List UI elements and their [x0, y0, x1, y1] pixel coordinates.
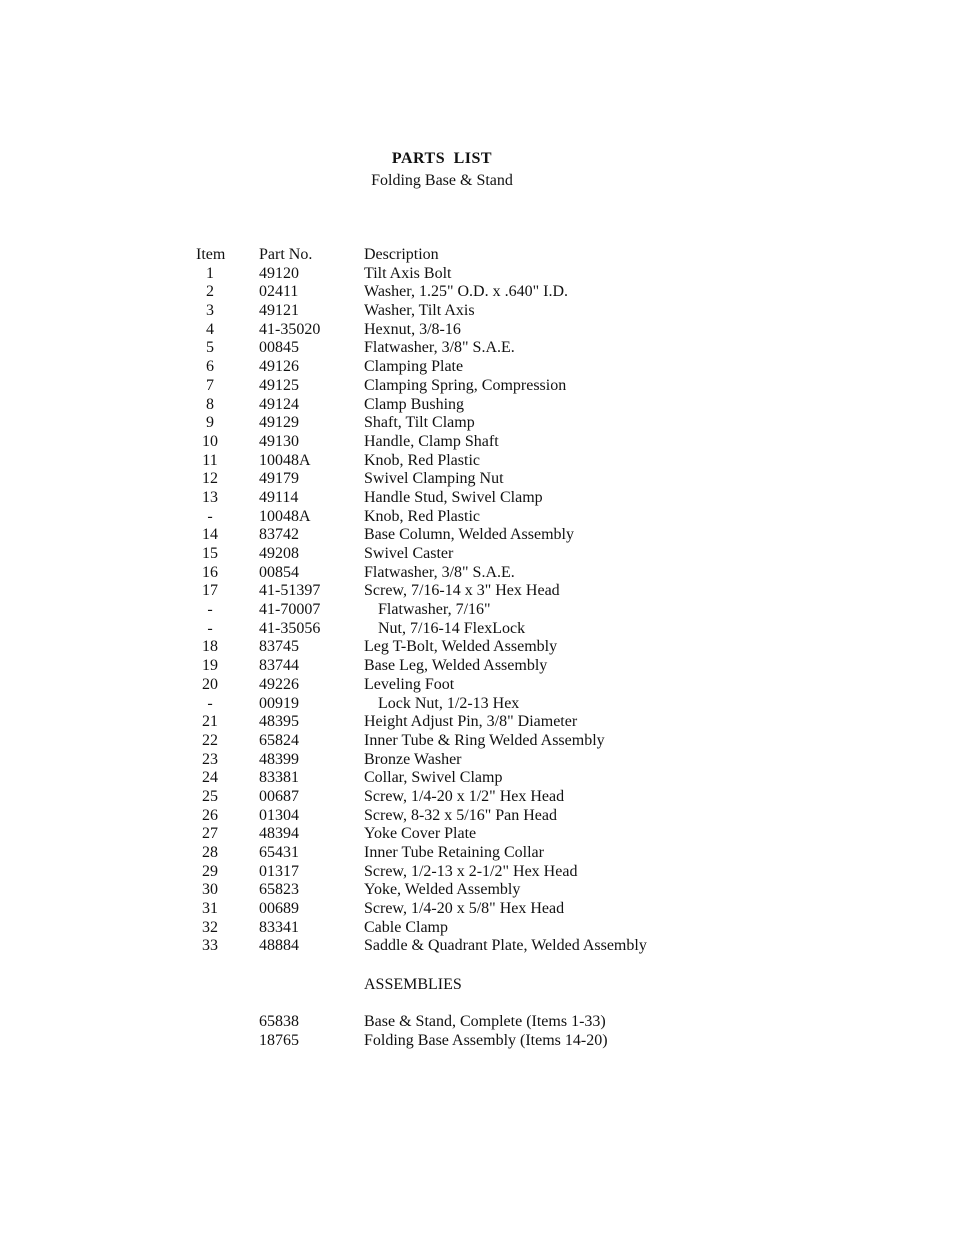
assemblies-table [194, 1013, 754, 1050]
item-number: 15 [202, 545, 218, 562]
table-row [194, 433, 754, 452]
part-description: Knob, Red Plastic [364, 507, 480, 525]
part-number: 49120 [259, 264, 299, 282]
part-number: 02411 [259, 283, 299, 301]
part-description: Knob, Red Plastic [364, 451, 480, 469]
part-number: 41-51397 [259, 582, 321, 600]
item-number: 30 [202, 881, 218, 899]
part-description: Screw, 8-32 x 5/16" Pan Head [364, 806, 558, 824]
item-number: 9 [206, 414, 214, 432]
assembly-part-number: 18765 [259, 1031, 299, 1049]
item-number: 27 [202, 825, 218, 843]
part-description: Flatwasher, 3/8" S.A.E. [364, 339, 515, 357]
part-number: 49114 [259, 488, 299, 506]
table-row [194, 732, 754, 751]
item-number: 2 [206, 283, 214, 301]
part-description: Screw, 7/16-14 x 3" Hex Head [364, 582, 560, 600]
part-number: 01304 [259, 806, 299, 824]
part-description: Yoke, Welded Assembly [364, 881, 521, 899]
item-number: 29 [202, 862, 218, 880]
item-number: 25 [202, 787, 218, 805]
part-description: Inner Tube Retaining Collar [364, 844, 544, 861]
part-number: 49130 [259, 432, 299, 450]
item-number: 7 [206, 376, 214, 394]
part-description: Leg T-Bolt, Welded Assembly [364, 638, 558, 656]
part-description: Screw, 1/4-20 x 5/8" Hex Head [364, 900, 565, 918]
part-description: Yoke Cover Plate [364, 825, 477, 843]
table-row [194, 881, 754, 900]
part-number: 49121 [259, 302, 299, 320]
table-row [194, 377, 754, 396]
table-row [194, 807, 754, 826]
item-number: 16 [202, 563, 218, 581]
header-item: Item [196, 246, 226, 263]
header-part-no: Part No. [259, 246, 313, 263]
part-description: Shaft, Tilt Clamp [364, 414, 475, 432]
table-row [194, 414, 754, 433]
part-number: 00689 [259, 900, 299, 918]
table-row [194, 302, 754, 321]
part-description: Washer, Tilt Axis [364, 302, 475, 320]
part-description: Hexnut, 3/8-16 [364, 320, 461, 338]
part-description: Screw, 1/2-13 x 2-1/2" Hex Head [364, 862, 578, 880]
part-description: Bronze Washer [364, 750, 462, 768]
item-number: - [207, 601, 213, 619]
table-row [194, 657, 754, 676]
item-number: 24 [202, 769, 218, 787]
table-row [194, 283, 754, 302]
item-number: 12 [202, 470, 218, 488]
table-row [194, 358, 754, 377]
part-number: 83745 [259, 638, 299, 656]
assembly-row [194, 1013, 754, 1032]
part-description: Washer, 1.25" O.D. x .640" I.D. [364, 283, 568, 301]
part-number: 10048A [259, 451, 311, 469]
item-number: 22 [202, 731, 218, 749]
part-description: Clamping Plate [364, 358, 464, 376]
item-number: 18 [202, 638, 218, 656]
part-number: 48394 [259, 825, 299, 843]
part-number: 83341 [259, 918, 299, 936]
table-row [194, 751, 754, 770]
table-row [194, 452, 754, 471]
table-row [194, 919, 754, 938]
item-number: 31 [202, 900, 218, 918]
table-row [194, 676, 754, 695]
assembly-row [194, 1032, 754, 1051]
part-description: Saddle & Quadrant Plate, Welded Assembly [364, 937, 647, 955]
table-row [194, 695, 754, 714]
parts-table [194, 246, 754, 956]
part-description: Tilt Axis Bolt [364, 264, 452, 282]
item-number: 21 [202, 713, 218, 731]
part-description: Base Leg, Welded Assembly [364, 657, 548, 675]
assembly-part-number: 65838 [259, 1013, 299, 1030]
part-number: 83381 [259, 769, 299, 787]
header-description: Description [364, 246, 439, 263]
part-description: Flatwasher, 7/16" [378, 601, 491, 619]
table-row [194, 620, 754, 639]
assemblies-heading: ASSEMBLIES [364, 976, 462, 993]
item-number: 20 [202, 675, 218, 693]
item-number: 17 [202, 582, 218, 600]
table-row [194, 937, 754, 956]
part-description: Flatwasher, 3/8" S.A.E. [364, 563, 515, 581]
part-number: 41-70007 [259, 601, 321, 619]
part-number: 10048A [259, 507, 311, 525]
table-row [194, 713, 754, 732]
table-row [194, 788, 754, 807]
part-number: 83744 [259, 657, 299, 675]
item-number: 14 [202, 526, 218, 544]
item-number: 5 [206, 339, 214, 357]
part-description: Clamp Bushing [364, 395, 465, 413]
assembly-description: Base & Stand, Complete (Items 1-33) [364, 1013, 606, 1030]
item-number: 6 [206, 358, 214, 376]
part-number: 65823 [259, 881, 299, 899]
table-row [194, 769, 754, 788]
part-description: Clamping Spring, Compression [364, 376, 567, 394]
table-row [194, 265, 754, 284]
table-row [194, 489, 754, 508]
table-row [194, 601, 754, 620]
part-number: 48884 [259, 937, 299, 955]
table-row [194, 339, 754, 358]
part-number: 49226 [259, 675, 299, 693]
part-number: 83742 [259, 526, 299, 544]
parts-table-header [194, 246, 754, 265]
part-number: 49179 [259, 470, 299, 488]
part-number: 41-35020 [259, 320, 321, 338]
part-description: Handle Stud, Swivel Clamp [364, 488, 543, 506]
table-row [194, 900, 754, 919]
item-number: 33 [202, 937, 218, 955]
parts-table-body [194, 265, 754, 956]
page-title: PARTS LIST [391, 150, 493, 167]
part-description: Height Adjust Pin, 3/8" Diameter [364, 713, 578, 731]
part-number: 49125 [259, 376, 299, 394]
table-row [194, 470, 754, 489]
item-number: 10 [202, 432, 218, 450]
table-row [194, 508, 754, 527]
part-description: Lock Nut, 1/2-13 Hex [378, 694, 520, 712]
item-number: 3 [206, 302, 214, 320]
item-number: 28 [202, 844, 218, 861]
item-number: 23 [202, 750, 218, 768]
part-description: Collar, Swivel Clamp [364, 769, 503, 787]
part-number: 00919 [259, 694, 299, 712]
part-description: Cable Clamp [364, 918, 448, 936]
table-row [194, 863, 754, 882]
part-number: 00845 [259, 339, 299, 357]
item-number: 4 [206, 320, 214, 338]
table-row [194, 545, 754, 564]
item-number: 8 [206, 395, 214, 413]
part-description: Nut, 7/16-14 FlexLock [378, 619, 526, 637]
part-number: 00687 [259, 787, 299, 805]
item-number: - [207, 619, 213, 637]
part-description: Inner Tube & Ring Welded Assembly [364, 731, 605, 749]
part-number: 48395 [259, 713, 299, 731]
table-row [194, 844, 754, 863]
part-description: Handle, Clamp Shaft [364, 432, 499, 450]
item-number: 32 [202, 918, 218, 936]
part-number: 48399 [259, 750, 299, 768]
part-description: Swivel Clamping Nut [364, 470, 504, 488]
item-number: 26 [202, 806, 218, 824]
item-number: 19 [202, 657, 218, 675]
part-number: 49129 [259, 414, 299, 432]
item-number: 11 [202, 451, 218, 469]
page-subtitle: Folding Base & Stand [371, 172, 513, 189]
part-number: 49124 [259, 395, 299, 413]
assembly-description: Folding Base Assembly (Items 14-20) [364, 1031, 608, 1049]
table-row [194, 582, 754, 601]
part-number: 49126 [259, 358, 299, 376]
table-row [194, 564, 754, 583]
table-row [194, 396, 754, 415]
table-row [194, 321, 754, 340]
part-number: 49208 [259, 545, 299, 562]
table-row [194, 825, 754, 844]
table-row [194, 526, 754, 545]
part-number: 65431 [259, 844, 299, 861]
part-description: Swivel Caster [364, 545, 454, 562]
table-row [194, 638, 754, 657]
part-number: 01317 [259, 862, 299, 880]
part-description: Base Column, Welded Assembly [364, 526, 574, 544]
part-number: 41-35056 [259, 619, 321, 637]
item-number: 1 [206, 264, 214, 282]
part-description: Leveling Foot [364, 675, 455, 693]
part-description: Screw, 1/4-20 x 1/2" Hex Head [364, 787, 565, 805]
item-number: - [207, 507, 213, 525]
item-number: 13 [202, 488, 218, 506]
part-number: 00854 [259, 563, 299, 581]
item-number: - [207, 694, 213, 712]
part-number: 65824 [259, 731, 299, 749]
